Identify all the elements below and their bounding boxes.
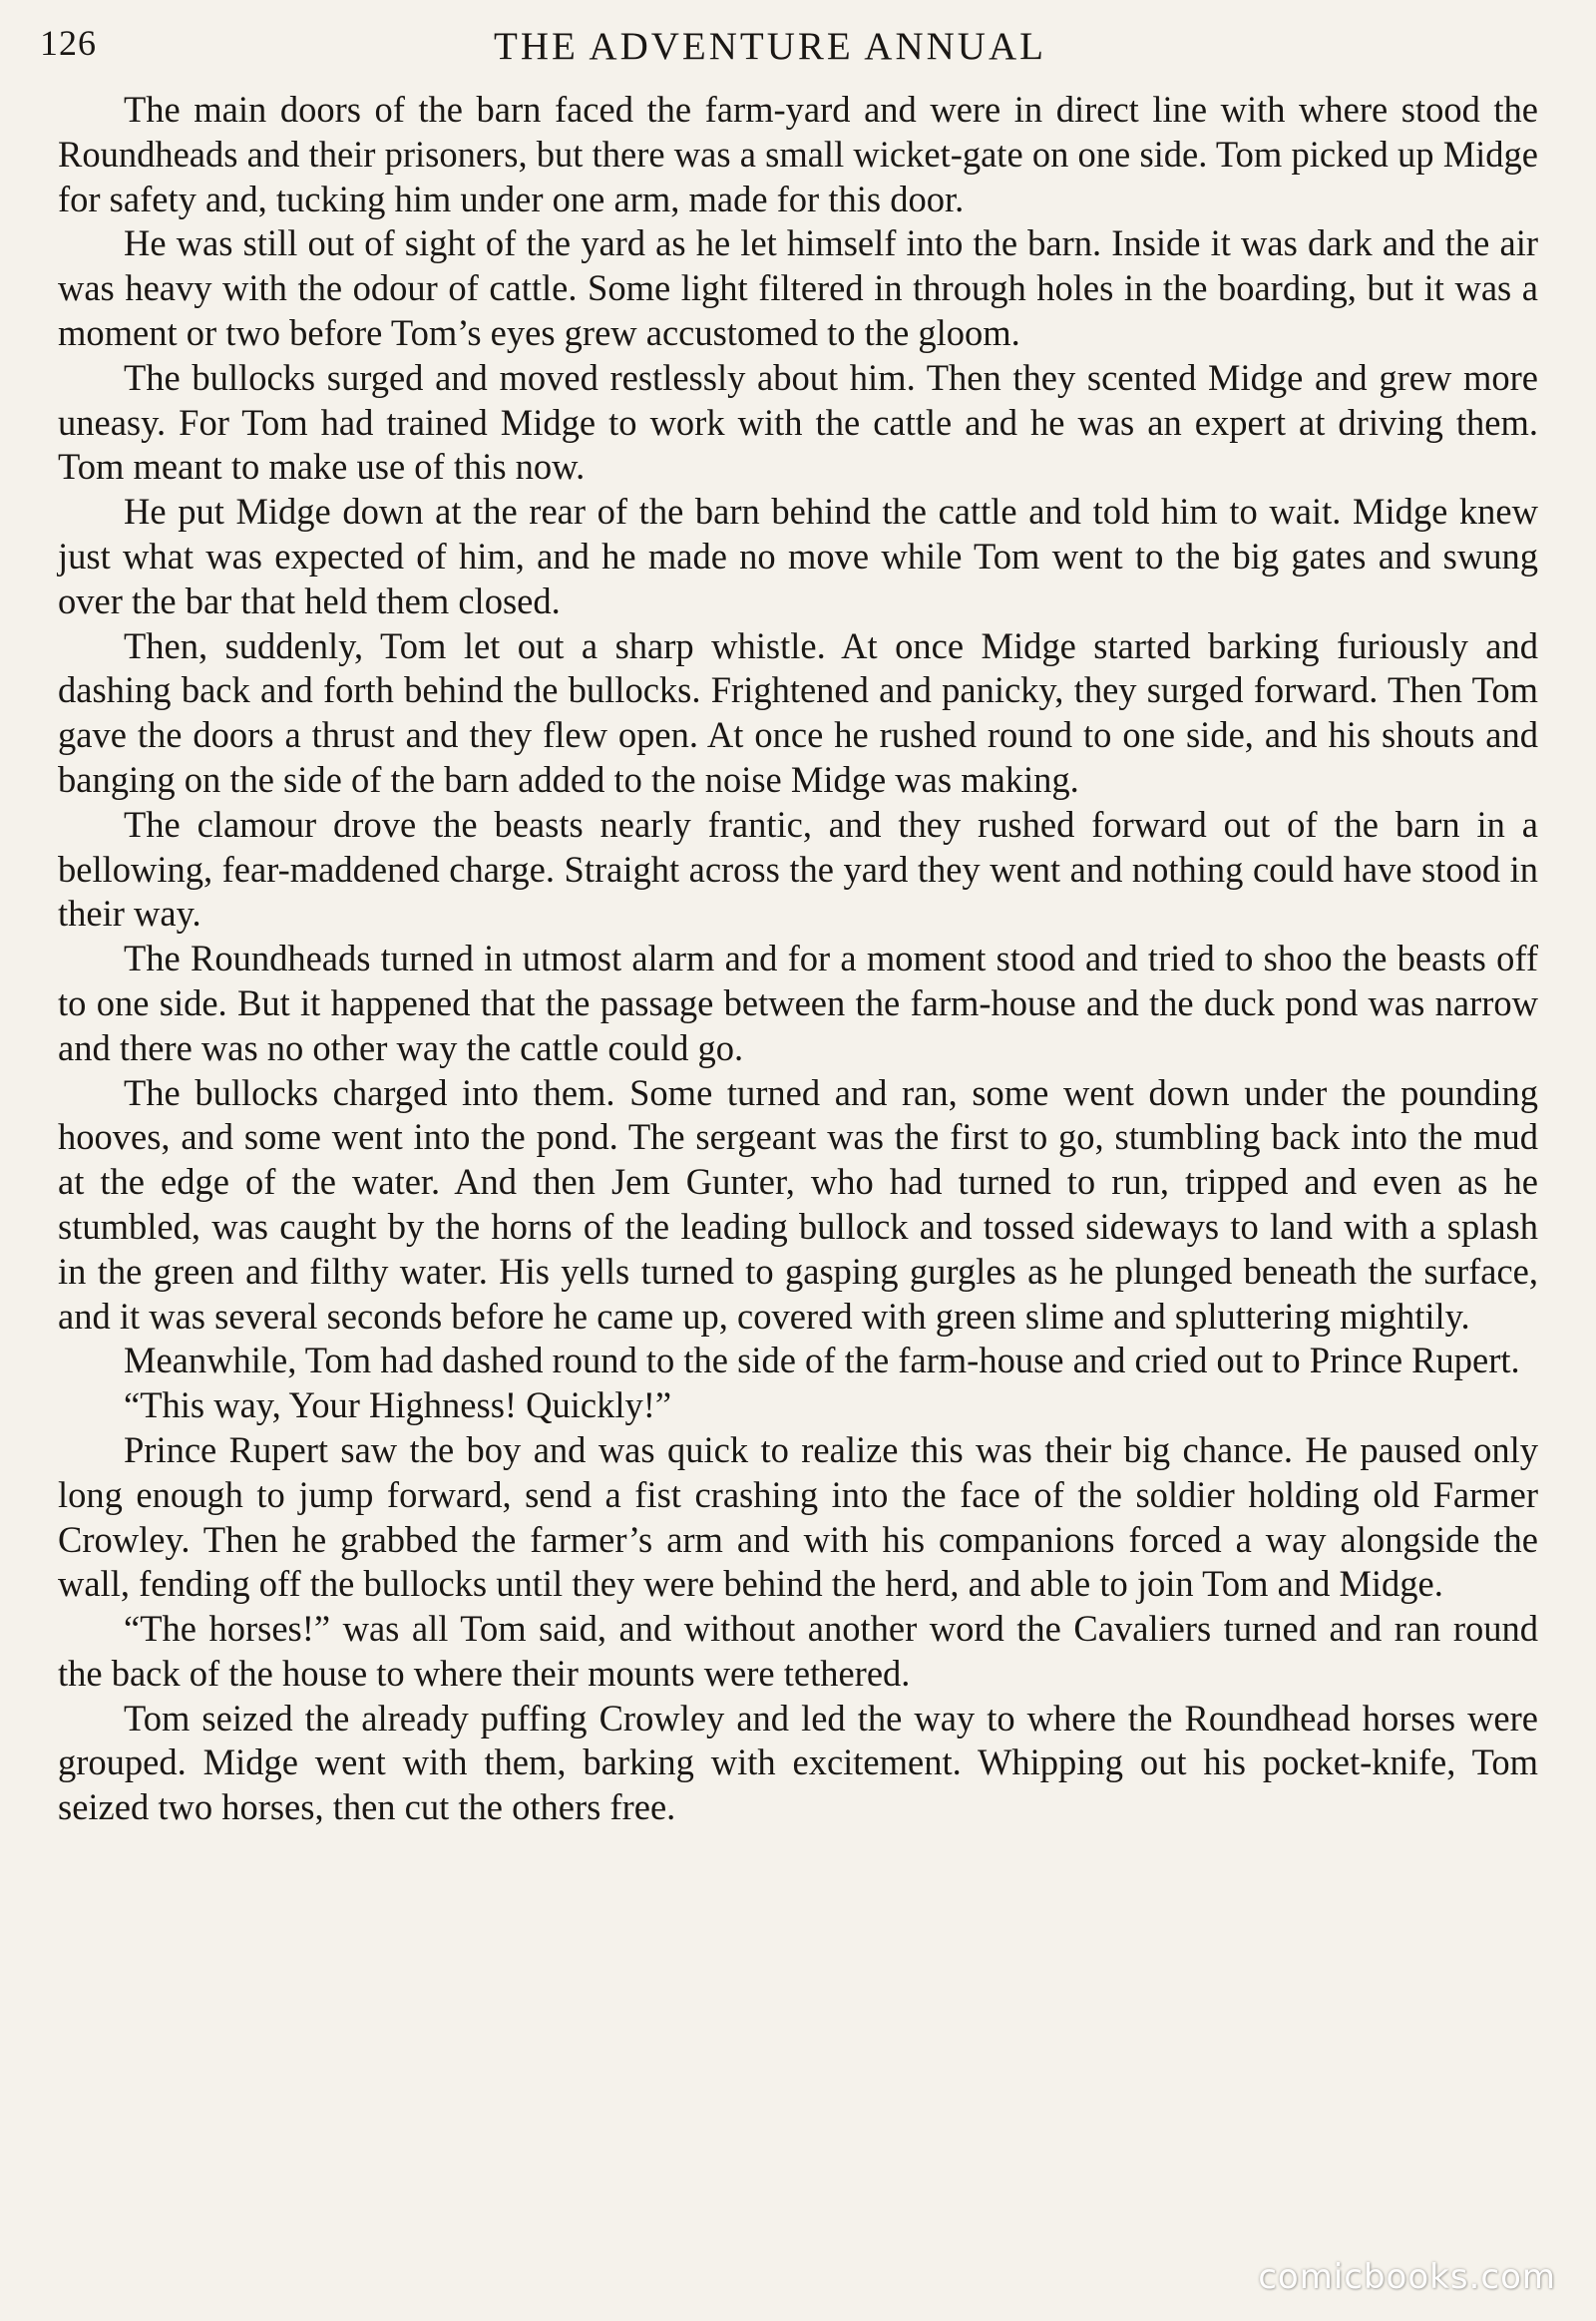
paragraph: “The horses!” was all Tom said, and without another word the Cavaliers turned and ran round the back of the house to where their mounts were tethered. [58,1608,1538,1694]
paragraph: The main doors of the barn faced the farm-yard and were in direct line with where stood the Roundheads and their prisoners, but there was a small wicket-gate on one side. Tom picked up Midge for safety and, tucking him under one arm, made for this door. [58,89,1538,219]
paragraph: Tom seized the already puffing Crowley and led the way to where the Roundhead horses were grouped. Midge went with them, barking with excitement. Whipping out his pocket-knife, Tom seized two horses, then cut the others free. [58,1697,1538,1828]
paragraph: He was still out of sight of the yard as he let himself into the barn. Inside it was dark and the air was heavy with the odour of cattle. Some light filtered in through holes in the boarding, but it was a moment or two before Tom’s eyes grew accustomed to the gloom. [58,222,1538,353]
story-text [58,88,1538,1830]
paragraph: “This way, Your Highness! Quickly!” [124,1384,672,1426]
page-number: 126 [40,23,97,63]
paragraph: He put Midge down at the rear of the barn behind the cattle and told him to wait. Midge knew just what was expected of him, and he made no move while Tom went to the big gates and swung over the bar that held them closed. [58,491,1538,621]
watermark: comicbooks.com [1258,2257,1556,2297]
running-title: THE ADVENTURE ANNUAL [494,25,1046,68]
paragraph: Prince Rupert saw the boy and was quick to realize this was their big chance. He paused only long enough to jump forward, send a fist crashing into the face of the soldier holding old Farmer Crowley. Then he grabbed the farmer’s arm and with his companions forced a way alongside the wall, fending off the bullocks until they were behind the herd, and able to join Tom and Midge. [58,1428,1538,1605]
page-header [40,22,1546,82]
paragraph: Meanwhile, Tom had dashed round to the side of the farm-house and cried out to Prince Rupert. [124,1340,1520,1381]
paragraph: Then, suddenly, Tom let out a sharp whistle. At once Midge started barking furiously and dashing back and forth behind the bullocks. Frightened and panicky, they surged forward. Then Tom gave the doors a thrust and they flew open. At once he rushed round to one side, and his shouts and banging on the side of the barn added to the noise Midge was making. [58,624,1538,800]
paragraph: The bullocks charged into them. Some turned and ran, some went down under the pounding hooves, and some went into the pond. The sergeant was the first to go, stumbling back into the mud at the edge of the water. And then Jem Gunter, who had turned to run, tripped and even as he stumbled, was caught by the horns of the leading bullock and tossed sideways to land with a splash in the green and filthy water. His yells turned to gasping gurgles as he plunged beneath the surface, and it was several seconds before he came up, covered with green slime and spluttering mightily. [58,1071,1538,1337]
paragraph: The clamour drove the beasts nearly frantic, and they rushed forward out of the barn in a bellowing, fear-maddened charge. Straight across the yard they went and nothing could have stood in their way. [58,803,1538,935]
paragraph: The Roundheads turned in utmost alarm and for a moment stood and tried to shoo the beasts off to one side. But it happened that the passage between the farm-house and the duck pond was narrow and there was no other way the cattle could go. [58,938,1538,1068]
paragraph: The bullocks surged and moved restlessly about him. Then they scented Midge and grew more uneasy. For Tom had trained Midge to work with the cattle and he was an expert at driving them. Tom meant to make use of this now. [58,356,1538,488]
